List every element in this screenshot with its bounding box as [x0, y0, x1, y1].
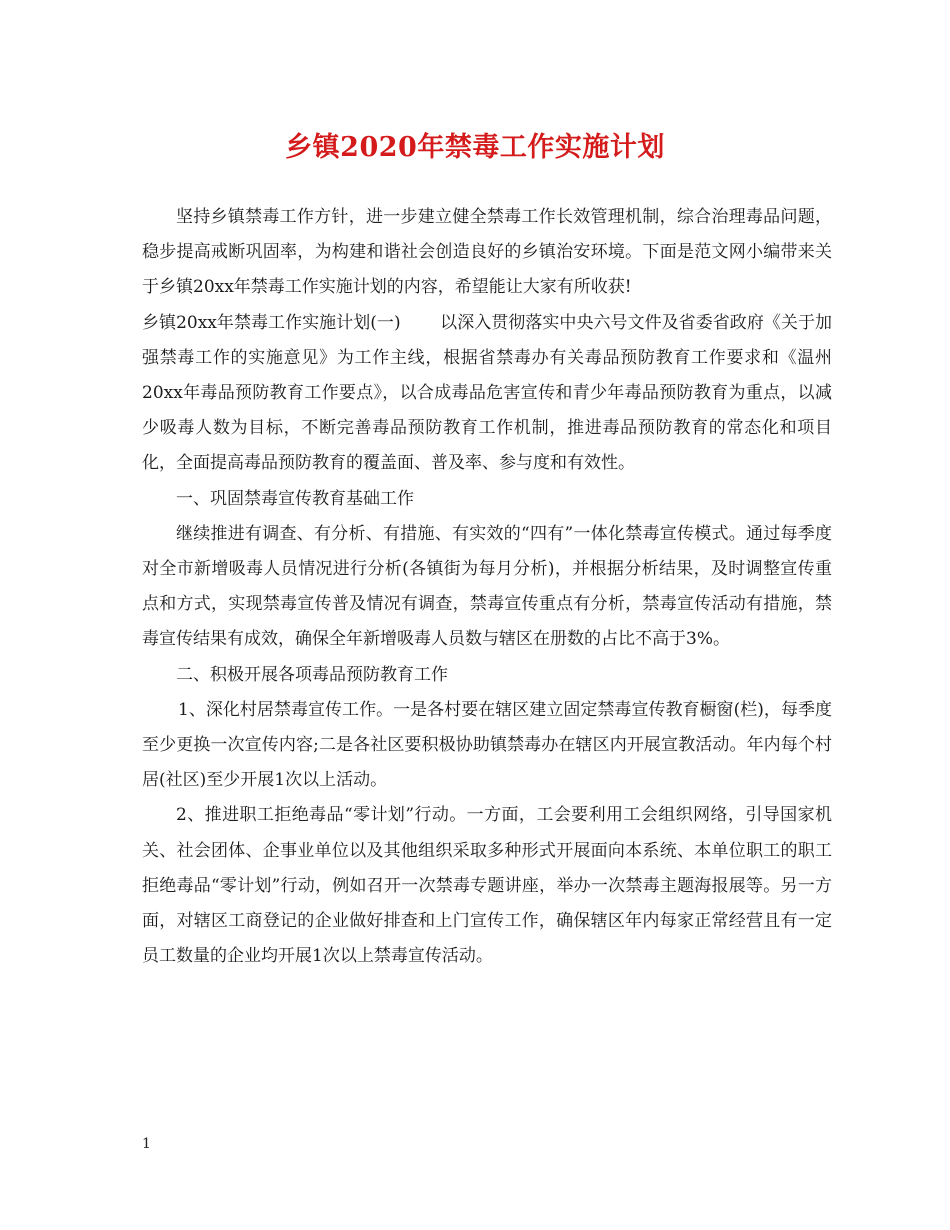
paragraph-item-one: 1、深化村居禁毒宣传工作。一是各村要在辖区建立固定禁毒宣传教育橱窗(栏)，每季度至少更换一次宣传内容;二是各社区要积极协助镇禁毒办在辖区内开展宣教活动。年内每个村居(社区)至少开展1次以上活动。 — [142, 699, 832, 791]
paragraph-section-one: 继续推进有调查、有分析、有措施、有实效的“四有”一体化禁毒宣传模式。通过每季度对全市新增吸毒人员情况进行分析(各镇街为每月分析)，并根据分析结果，及时调整宣传重点和方式，实现禁毒宣传普及情况有调查，禁毒宣传重点有分析，禁毒宣传活动有措施，禁毒宣传结果有成效，确保全年新增吸毒人员数与辖区在册数的占比不高于3%。 — [142, 523, 832, 650]
document-title: 乡镇2020年禁毒工作实施计划 — [285, 132, 665, 163]
section-heading-two: 二、积极开展各项毒品预防教育工作 — [176, 664, 448, 685]
section-heading-one: 一、巩固禁毒宣传教育基础工作 — [176, 488, 414, 509]
document-body — [142, 200, 832, 974]
paragraph-plan-one: 乡镇20xx年禁毒工作实施计划(一) 以深入贯彻落实中央六号文件及省委省政府《关于加强禁毒工作的实施意见》为工作主线，根据省禁毒办有关毒品预防教育工作要求和《温州20xx年毒品预防教育工作要点》，以合成毒品危害宣传和青少年毒品预防教育为重点，以减少吸毒人数为目标，不断完善毒品预防教育工作机制，推进毒品预防教育的常态化和项目化，全面提高毒品预防教育的覆盖面、普及率、参与度和有效性。 — [142, 312, 832, 474]
paragraph-item-two: 2、推进职工拒绝毒品“零计划”行动。一方面，工会要利用工会组织网络，引导国家机关、社会团体、企事业单位以及其他组织采取多种形式开展面向本系统、本单位职工的职工拒绝毒品“零计划”行动，例如召开一次禁毒专题讲座，举办一次禁毒主题海报展等。另一方面，对辖区工商登记的企业做好排查和上门宣传工作，确保辖区年内每家正常经营且有一定员工数量的企业均开展1次以上禁毒宣传活动。 — [142, 805, 832, 967]
page-number: 1 — [142, 1136, 151, 1152]
paragraph-intro: 坚持乡镇禁毒工作方针，进一步建立健全禁毒工作长效管理机制，综合治理毒品问题，稳步提高戒断巩固率，为构建和谐社会创造良好的乡镇治安环境。下面是范文网小编带来关于乡镇20xx年禁毒工作实施计划的内容，希望能让大家有所收获! — [142, 207, 832, 298]
